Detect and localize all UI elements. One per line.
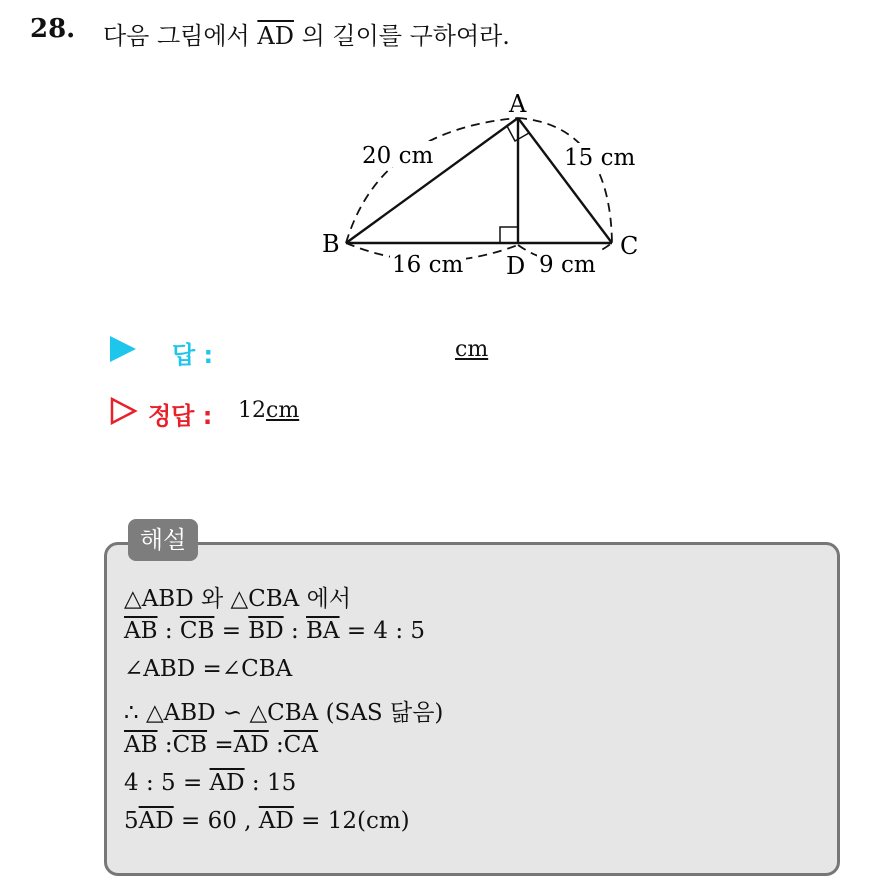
line7-post: = 12(cm) bbox=[293, 808, 410, 834]
solution-line-1: △ABD 와 △CBA 에서 bbox=[124, 586, 352, 612]
point-d: D bbox=[506, 252, 526, 280]
solution-line-7 bbox=[124, 808, 410, 834]
seg-ad: $\overline{AD}$ bbox=[258, 808, 294, 834]
label-ab: 20 cm bbox=[362, 143, 434, 169]
seg-ad: $\overline{AD}$ bbox=[209, 770, 245, 796]
line6-post: : 15 bbox=[244, 770, 297, 796]
segment-ad: $\overline{AD}$ bbox=[257, 22, 294, 50]
correct-label: 정답 : bbox=[148, 402, 213, 430]
solution-line-5: $\overline{AB}$ $:\overline{CB} =\overline{AD}$ $:\overline{CA}$ bbox=[124, 732, 319, 758]
question-text-before: 다음 그림에서 bbox=[103, 22, 258, 50]
line6-pre: 4 : 5 = bbox=[124, 770, 210, 796]
point-b: B bbox=[322, 230, 340, 258]
side-ac bbox=[518, 118, 612, 243]
seg-cb: $\overline{CB}$ bbox=[172, 732, 208, 758]
seg-ab: $\overline{AB}$ bbox=[124, 732, 158, 758]
solution-line-6 bbox=[124, 770, 296, 796]
correct-triangle-icon bbox=[110, 397, 138, 425]
label-ac: 15 cm bbox=[564, 145, 636, 171]
seg-ca: $\overline{CA}$ bbox=[283, 732, 319, 758]
seg-cb: $\overline{CB}$ bbox=[179, 618, 215, 644]
label-bd: 16 cm bbox=[392, 252, 464, 278]
correct-answer bbox=[238, 398, 299, 423]
seg-bd: $\overline{BD}$ bbox=[248, 618, 284, 644]
label-dc: 9 cm bbox=[539, 252, 596, 278]
solution-line-3: ∠ABD =∠CBA bbox=[124, 656, 293, 682]
solution-tab: 해설 bbox=[128, 519, 198, 561]
ratio-value: = 4 : 5 bbox=[339, 618, 426, 644]
triangle-figure bbox=[0, 0, 884, 300]
question-number: 28. bbox=[30, 14, 76, 44]
side-ab bbox=[346, 118, 518, 243]
answer-unit: cm bbox=[455, 337, 489, 362]
correct-unit: cm bbox=[266, 398, 300, 423]
point-a: A bbox=[509, 90, 527, 118]
solution-line-2: $\overline{AB}$ : $\overline{CB} = \overline{BD}$ : $\overline{BA} = 4$ : 5 bbox=[124, 618, 426, 644]
line7-pre: 5 bbox=[124, 808, 139, 834]
right-angle-d bbox=[500, 227, 518, 243]
line7-mid: = 60 , bbox=[173, 808, 259, 834]
correct-value: 12 bbox=[238, 398, 266, 423]
seg-ad: $\overline{AD}$ bbox=[138, 808, 174, 834]
seg-ab: $\overline{AB}$ bbox=[124, 618, 158, 644]
answer-label: 답 : bbox=[172, 341, 214, 369]
question-text-after: 의 길이를 구하여라. bbox=[293, 22, 510, 50]
seg-ad: $\overline{AD}$ bbox=[233, 732, 269, 758]
solution-line-4: ∴ △ABD ∽ △CBA (SAS 닮음) bbox=[124, 700, 444, 726]
answer-triangle-icon bbox=[110, 336, 136, 362]
point-c: C bbox=[620, 232, 639, 260]
seg-ba: $\overline{BA}$ bbox=[306, 618, 340, 644]
